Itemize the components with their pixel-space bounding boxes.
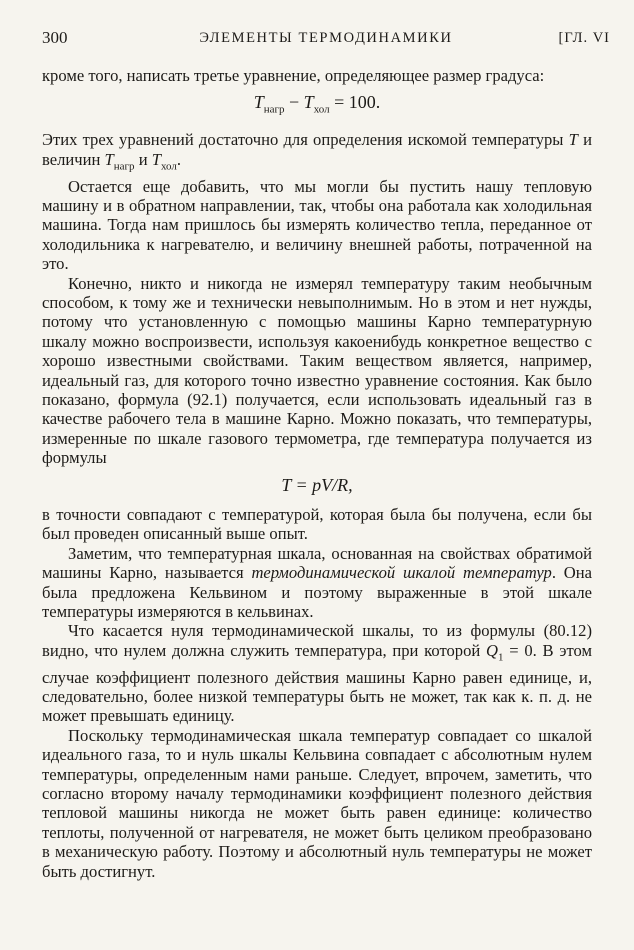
paragraph-7: Что касается нуля термодинамической шкалы, то из формулы (80.12) видно, что нулем должна служить температура, при которой $Q_1 = 0$. В этом случае коэффициент полезного действия машины Карно равен единице, и, следовательно, более низкой температуры быть не может, так как к. п. д. не может превышать единицу.: [42, 621, 592, 726]
formula-ideal-gas: T = pV/R,: [281, 474, 353, 495]
paragraph-3: Остается еще добавить, что мы могли бы пустить нашу тепловую машину и в обратном направлении, так, чтобы она работала как холодильная машина. Тогда нам пришлось бы измерять количество тепла, переданное от холодильника к нагревателю, и величину внешней работы, потраченной на это.: [42, 176, 592, 274]
paragraph-4: Конечно, никто и никогда не измерял температуру таким необычным способом, к тому же и технически невыполнимым. Но в этом и нет нужды, потому что установленную с помощью машины Карно температурную шкалу можно воспроизвести, используя какоенибудь конкретное вещество с хорошо известными свойствами. Таким веществом является, например, идеальный газ, для которого точно известно уравнение состояния. Как было показано, формула (92.1) получается, если использовать идеальный газ в качестве рабочего тела в машине Карно. Можно показать, что температуры, измеренные по шкале газового термометра, где температура получается из формулы: [42, 273, 592, 468]
page-body: [42, 66, 592, 881]
paragraph-6: Заметим, что температурная шкала, основанная на свойствах обратимой машины Карно, называется термодинамической шкалой температур. Она была предложена Кельвином и поэтому выраженные в этой шкале температуры измеряются в кельвинах.: [42, 543, 592, 622]
page-header: [42, 28, 610, 50]
paragraph-1: кроме того, написать третье уравнение, определяющее размер градуса:: [42, 66, 545, 85]
paragraph-2: Этих трех уравнений достаточно для определения искомой температуры T и величин $T_{нагр}$ и $T_{хол}$.: [42, 130, 593, 173]
chapter-label: [ГЛ. VI: [558, 30, 610, 46]
paragraph-5: в точности совпадают с температурой, которая была бы получена, если бы был проведен описанный выше опыт.: [42, 505, 592, 544]
paragraph-8: Поскольку термодинамическая шкала температур совпадает со шкалой идеального газа, то и нуль шкалы Кельвина совпадает с абсолютным нулем температуры, определенным нами раньше. Следует, впрочем, заметить, что согласно второму началу термодинамики коэффициент полезного действия тепловой машины никогда не может быть равен единице: количество теплоты, полученной от нагревателя, не может быть целиком преобразовано в механическую работу. Поэтому и абсолютный нуль температуры не может быть достигнут.: [42, 725, 592, 881]
page-number: 300: [42, 28, 68, 47]
formula-temperature-difference: $T_{нагр} - T_{хол} = 100$.: [253, 92, 381, 116]
running-title: ЭЛЕМЕНТЫ ТЕРМОДИНАМИКИ: [199, 30, 453, 46]
